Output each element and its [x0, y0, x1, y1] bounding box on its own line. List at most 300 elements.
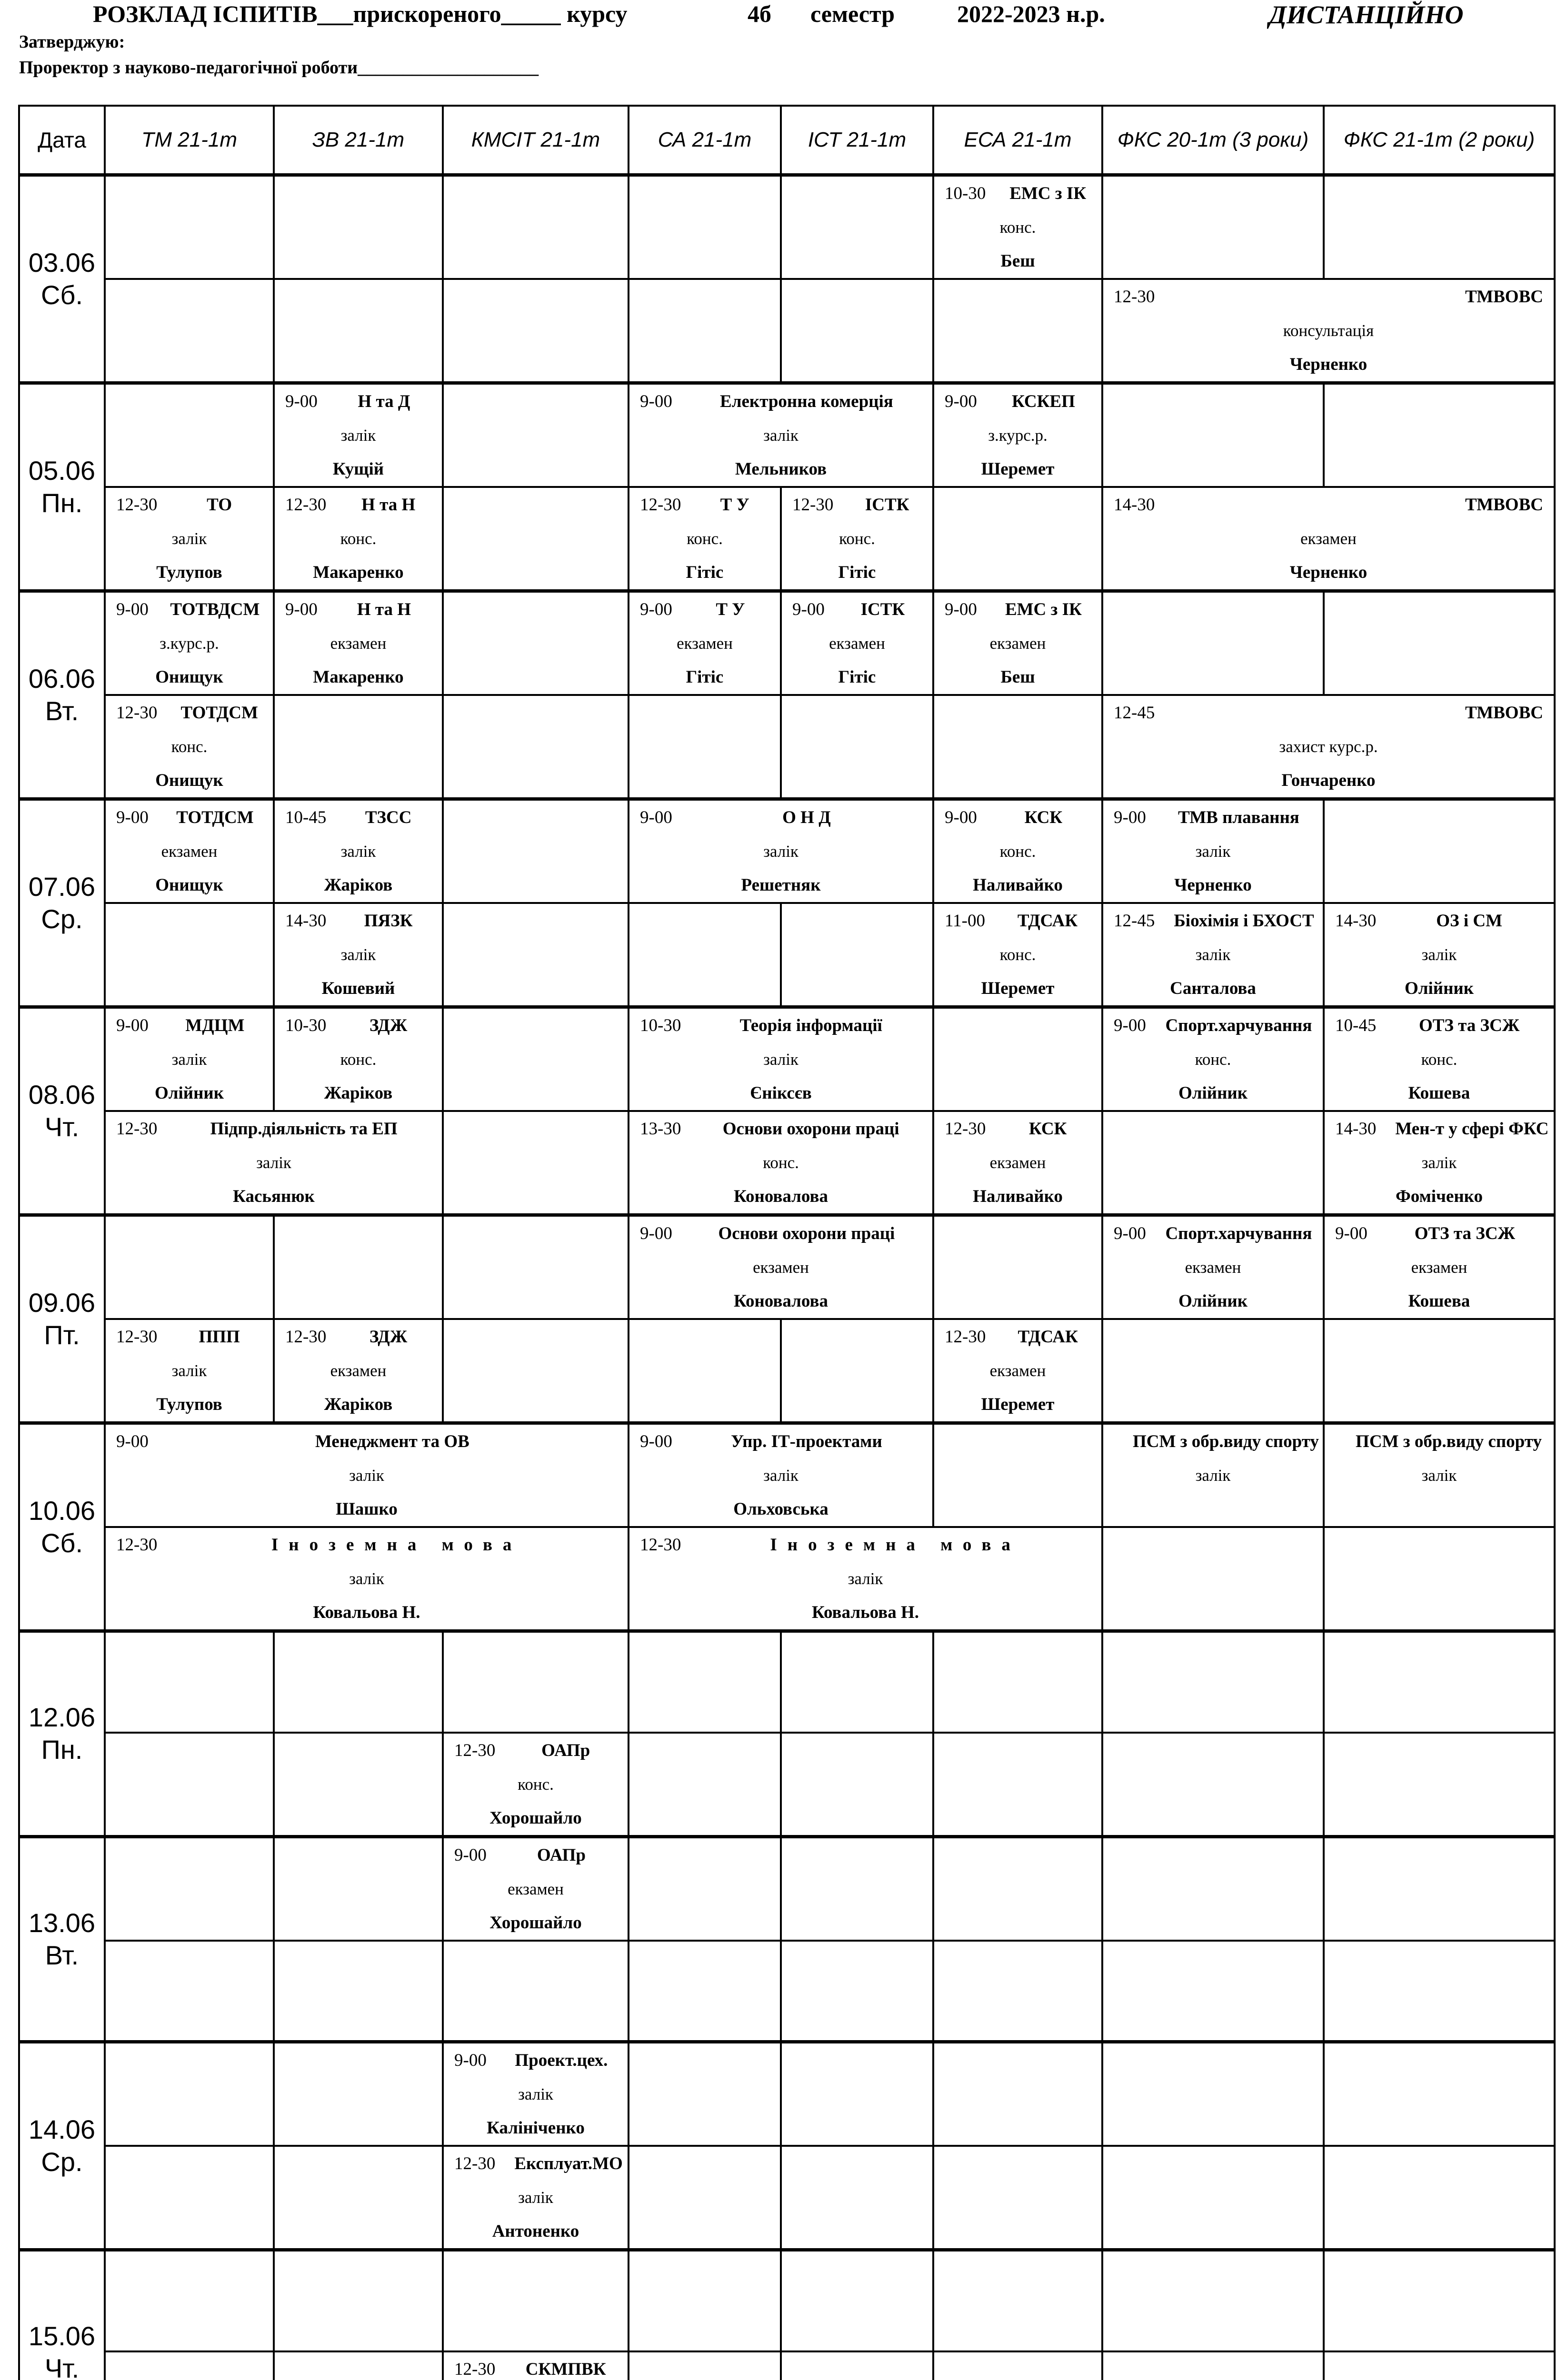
empty-cell — [274, 1733, 443, 1837]
column-header-fks20: ФКС 20-1т (3 роки) — [1102, 106, 1324, 175]
exam-time: 9-00 — [945, 808, 977, 827]
empty-cell — [1324, 799, 1555, 903]
empty-cell — [105, 903, 274, 1007]
exam-entry — [629, 799, 933, 903]
exam-entry — [781, 487, 933, 591]
exam-entry — [933, 903, 1102, 1007]
date-text: Вт. — [45, 696, 79, 726]
exam-type: залік — [340, 842, 376, 861]
exam-type: конс. — [518, 1775, 554, 1794]
empty-cell — [1324, 1733, 1555, 1837]
empty-cell — [933, 1423, 1102, 1527]
exam-teacher — [1103, 1492, 1323, 1526]
empty-cell — [443, 903, 629, 1007]
date-text: Чт. — [44, 1112, 80, 1142]
exam-type: залік — [171, 529, 207, 548]
exam-subject: Іноземна мова — [271, 1535, 522, 1555]
empty-cell — [781, 2250, 933, 2351]
empty-cell — [933, 695, 1102, 799]
exam-subject: Підпр.діяльність та ЕП — [210, 1119, 398, 1139]
date-cell — [19, 1215, 105, 1423]
empty-cell — [629, 175, 781, 279]
exam-time: 10-45 — [285, 808, 327, 827]
exam-subject: КСК — [1028, 1119, 1067, 1139]
exam-teacher: Мельников — [735, 459, 827, 479]
column-header-sa: СА 21-1т — [629, 106, 781, 175]
exam-time: 14-30 — [285, 911, 327, 931]
table-row — [19, 1423, 1555, 1527]
column-header-tm: ТМ 21-1т — [105, 106, 274, 175]
exam-teacher: Онищук — [155, 667, 223, 687]
empty-cell — [1324, 1527, 1555, 1631]
empty-cell — [1102, 383, 1324, 487]
empty-cell — [443, 383, 629, 487]
exam-time: 14-30 — [1114, 495, 1155, 515]
exam-type: залік — [763, 1050, 798, 1069]
empty-cell — [781, 279, 933, 383]
exam-time: 10-45 — [1335, 1016, 1377, 1035]
exam-entry — [274, 903, 443, 1007]
exam-subject: ПСМ з обр.виду спорту — [1356, 1432, 1542, 1451]
exam-teacher: Черненко — [1174, 875, 1252, 895]
empty-cell — [105, 1941, 274, 2042]
exam-teacher: Кошевий — [321, 979, 395, 998]
exam-type: залік — [1195, 945, 1231, 964]
empty-cell — [629, 2042, 781, 2146]
exam-time: 9-00 — [945, 392, 977, 411]
exam-entry — [443, 2351, 629, 2380]
exam-time: 9-00 — [640, 392, 672, 411]
date-text: 05.06 — [28, 456, 96, 486]
exam-time: 11-00 — [945, 911, 985, 931]
table-row — [19, 175, 1555, 279]
exam-entry — [1324, 1215, 1555, 1319]
exam-type: консультація — [1283, 321, 1374, 340]
exam-subject: ТЗСС — [365, 808, 412, 827]
exam-type: залік — [1421, 945, 1457, 964]
exam-teacher: Ольховська — [733, 1499, 828, 1519]
exam-subject: ПЯЗК — [364, 911, 413, 931]
header-row — [19, 106, 1555, 175]
exam-entry — [1324, 1423, 1555, 1527]
empty-cell — [1102, 1319, 1324, 1423]
exam-time: 12-30 — [945, 1327, 986, 1347]
exam-entry — [629, 1007, 933, 1111]
empty-cell — [1102, 1527, 1324, 1631]
exam-teacher: Гітіс — [838, 563, 876, 582]
exam-time: 14-30 — [1335, 911, 1377, 931]
table-row — [19, 1215, 1555, 1319]
exam-entry — [274, 1007, 443, 1111]
exam-teacher: Макаренко — [313, 667, 404, 687]
exam-entry — [933, 383, 1102, 487]
empty-cell — [274, 1836, 443, 1941]
exam-entry — [1102, 1007, 1324, 1111]
exam-type: залік — [848, 1569, 883, 1588]
exam-entry — [781, 591, 933, 695]
exam-teacher: Жаріков — [324, 875, 393, 895]
empty-cell — [274, 279, 443, 383]
empty-cell — [781, 1733, 933, 1837]
exam-type: конс. — [687, 529, 723, 548]
date-text: 07.06 — [28, 872, 96, 902]
semester-label: семестр — [810, 0, 895, 27]
table-row — [19, 383, 1555, 487]
exam-teacher: Кошева — [1408, 1291, 1470, 1311]
date-cell — [19, 1631, 105, 1837]
empty-cell — [1324, 175, 1555, 279]
exam-teacher: Хорошайло — [489, 1913, 582, 1933]
exam-subject: ТДСАК — [1018, 1327, 1078, 1347]
exam-time: 12-30 — [116, 1119, 158, 1139]
exam-time: 9-00 — [116, 1432, 149, 1451]
date-cell — [19, 591, 105, 799]
exam-type: екзамен — [989, 634, 1046, 653]
date-cell — [19, 2042, 105, 2250]
exam-type: залік — [349, 1569, 384, 1588]
exam-type: конс. — [999, 842, 1036, 861]
exam-teacher: Ковальова Н. — [811, 1603, 919, 1622]
exam-time: 9-00 — [454, 1845, 487, 1865]
exam-time: 9-00 — [1114, 1016, 1146, 1035]
empty-cell — [781, 2351, 933, 2380]
exam-subject: Н та Н — [361, 495, 416, 515]
empty-cell — [443, 695, 629, 799]
date-text: Пн. — [41, 1735, 83, 1765]
exam-type: залік — [340, 945, 376, 964]
exam-entry — [105, 799, 274, 903]
exam-time: 9-00 — [640, 600, 672, 619]
exam-subject: МДЦМ — [185, 1016, 245, 1035]
empty-cell — [933, 1836, 1102, 1941]
table-row — [19, 1007, 1555, 1111]
exam-teacher: Санталова — [1170, 979, 1256, 998]
exam-time: 12-30 — [454, 1740, 496, 1760]
date-text: 09.06 — [28, 1288, 96, 1318]
exam-subject: Менеджмент та ОВ — [315, 1432, 469, 1451]
empty-cell — [933, 2351, 1102, 2380]
exam-teacher: Шеремет — [981, 1395, 1055, 1414]
empty-cell — [1324, 591, 1555, 695]
table-row — [19, 799, 1555, 903]
exam-subject: ЗДЖ — [369, 1327, 408, 1347]
empty-cell — [105, 1215, 274, 1319]
date-cell — [19, 383, 105, 591]
empty-cell — [933, 1007, 1102, 1111]
exam-entry — [105, 487, 274, 591]
exam-time: 12-30 — [945, 1119, 986, 1139]
exam-type: екзамен — [753, 1258, 809, 1277]
exam-time: 12-30 — [640, 1535, 681, 1555]
exam-subject: Упр. ІТ-проектами — [731, 1432, 882, 1451]
empty-cell — [781, 2146, 933, 2250]
table-row — [19, 1836, 1555, 1941]
exam-type: екзамен — [1300, 529, 1357, 548]
exam-subject: Електронна комерція — [720, 392, 893, 411]
exam-time: 12-30 — [285, 495, 327, 515]
date-text: Вт. — [45, 1940, 79, 1970]
column-header-fks21: ФКС 21-1т (2 роки) — [1324, 106, 1555, 175]
exam-teacher: Беш — [1000, 667, 1035, 687]
empty-cell — [1324, 1631, 1555, 1733]
exam-teacher: Шеремет — [981, 459, 1055, 479]
exam-time: 9-00 — [640, 1224, 672, 1243]
column-header-date: Дата — [19, 106, 105, 175]
empty-cell — [1324, 1319, 1555, 1423]
exam-type: екзамен — [989, 1153, 1046, 1172]
empty-cell — [933, 487, 1102, 591]
course-number: 4б — [748, 0, 771, 27]
empty-cell — [1102, 2351, 1324, 2380]
empty-cell — [1324, 1836, 1555, 1941]
empty-cell — [781, 1631, 933, 1733]
empty-cell — [274, 2042, 443, 2146]
exam-entry — [1102, 1423, 1324, 1527]
exam-subject: ЗДЖ — [369, 1016, 408, 1035]
date-text: Сб. — [40, 280, 83, 310]
exam-type: залік — [171, 1050, 207, 1069]
exam-type: конс. — [999, 945, 1036, 964]
date-text: Ср. — [41, 2147, 83, 2177]
exam-entry — [933, 175, 1102, 279]
exam-teacher: Тулупов — [156, 563, 222, 582]
document-header — [0, 0, 1567, 86]
exam-teacher: Макаренко — [313, 563, 404, 582]
exam-teacher: Решетняк — [741, 875, 821, 895]
empty-cell — [933, 2146, 1102, 2250]
empty-cell — [629, 2250, 781, 2351]
exam-subject: Мен-т у сфері ФКС — [1395, 1119, 1549, 1139]
exam-entry — [629, 1423, 933, 1527]
date-text: Сб. — [40, 1528, 83, 1558]
exam-teacher: Олійник — [1178, 1083, 1248, 1103]
exam-time: 12-30 — [116, 703, 158, 723]
exam-type: залік — [349, 1466, 384, 1485]
exam-entry — [105, 1319, 274, 1423]
empty-cell — [629, 903, 781, 1007]
empty-cell — [629, 279, 781, 383]
empty-cell — [443, 799, 629, 903]
date-text: Ср. — [41, 904, 83, 934]
exam-type: з.курс.р. — [988, 426, 1048, 445]
empty-cell — [443, 1319, 629, 1423]
empty-cell — [781, 1319, 933, 1423]
empty-cell — [105, 2250, 274, 2351]
exam-teacher: Кошева — [1408, 1083, 1470, 1103]
exam-teacher: Онищук — [155, 771, 223, 790]
exam-subject: Спорт.харчування — [1165, 1016, 1312, 1035]
date-text: 13.06 — [28, 1907, 96, 1938]
exam-teacher: Гітіс — [838, 667, 876, 687]
exam-time: 12-30 — [116, 495, 158, 515]
date-text: 03.06 — [28, 248, 96, 278]
exam-entry — [629, 1215, 933, 1319]
exam-entry — [629, 1111, 933, 1215]
column-header-ist: ІСТ 21-1т — [781, 106, 933, 175]
date-text: Пн. — [41, 488, 83, 518]
exam-type: залік — [1195, 1466, 1231, 1485]
exam-teacher: Наливайко — [973, 875, 1063, 895]
exam-entry — [1324, 1007, 1555, 1111]
exam-entry — [1102, 1215, 1324, 1319]
exam-type: екзамен — [677, 634, 733, 653]
empty-cell — [629, 2351, 781, 2380]
exam-time: 9-00 — [945, 600, 977, 619]
empty-cell — [105, 1631, 274, 1733]
exam-subject: ЕМС з ІК — [1009, 184, 1087, 203]
exam-subject: ОТЗ та ЗСЖ — [1418, 1016, 1520, 1035]
empty-cell — [1324, 2250, 1555, 2351]
exam-type: залік — [256, 1153, 291, 1172]
exam-entry — [105, 1527, 629, 1631]
exam-subject: Основи охорони праці — [718, 1224, 895, 1243]
exam-time: 12-30 — [1114, 287, 1155, 307]
empty-cell — [629, 1631, 781, 1733]
exam-subject: ТМВ плавання — [1178, 808, 1299, 827]
exam-teacher: Онищук — [155, 875, 223, 895]
exam-entry — [1102, 903, 1324, 1007]
exam-teacher: Беш — [1000, 251, 1035, 271]
table-row — [19, 279, 1555, 383]
empty-cell — [933, 1631, 1102, 1733]
exam-subject: ТО — [207, 495, 232, 515]
exam-time: 12-30 — [454, 2359, 496, 2379]
exam-subject: ПСМ з обр.виду спорту — [1133, 1432, 1319, 1451]
exam-entry — [629, 383, 933, 487]
empty-cell — [443, 1215, 629, 1319]
exam-entry — [1324, 903, 1555, 1007]
empty-cell — [933, 279, 1102, 383]
empty-cell — [1324, 1941, 1555, 2042]
exam-time: 12-30 — [285, 1327, 327, 1347]
exam-entry — [629, 591, 781, 695]
empty-cell — [105, 1733, 274, 1837]
table-row — [19, 2250, 1555, 2351]
exam-entry — [933, 591, 1102, 695]
exam-subject: ОТЗ та ЗСЖ — [1414, 1224, 1516, 1243]
date-cell — [19, 2250, 105, 2380]
exam-entry — [105, 1423, 629, 1527]
exam-entry — [274, 487, 443, 591]
exam-time: 9-00 — [640, 1432, 672, 1451]
table-row — [19, 2146, 1555, 2250]
empty-cell — [1324, 2042, 1555, 2146]
exam-entry — [933, 1111, 1102, 1215]
date-cell — [19, 799, 105, 1007]
exam-entry — [443, 1733, 629, 1837]
exam-subject: ІСТК — [860, 600, 905, 619]
table-row — [19, 1111, 1555, 1215]
exam-type: екзамен — [161, 842, 218, 861]
empty-cell — [443, 2250, 629, 2351]
exam-subject: Спорт.харчування — [1165, 1224, 1312, 1243]
empty-cell — [781, 175, 933, 279]
exam-entry — [933, 1319, 1102, 1423]
exam-time: 9-00 — [1114, 808, 1146, 827]
column-header-zv: ЗВ 21-1т — [274, 106, 443, 175]
empty-cell — [781, 1941, 933, 2042]
empty-cell — [781, 903, 933, 1007]
exam-type: захист курс.р. — [1279, 737, 1378, 756]
exam-type: конс. — [340, 529, 377, 548]
exam-subject: ОЗ і СМ — [1436, 911, 1503, 931]
empty-cell — [629, 1319, 781, 1423]
exam-time: 10-30 — [945, 184, 986, 203]
exam-teacher: Черненко — [1289, 563, 1367, 582]
exam-teacher: Гончаренко — [1281, 771, 1376, 790]
table-row — [19, 2351, 1555, 2380]
exam-teacher: Фоміченко — [1396, 1187, 1483, 1206]
exam-time: 9-00 — [116, 808, 149, 827]
empty-cell — [1102, 1941, 1324, 2042]
exam-entry — [274, 591, 443, 695]
exam-time: 9-00 — [1114, 1224, 1146, 1243]
exam-type: конс. — [1421, 1050, 1457, 1069]
date-text: 08.06 — [28, 1080, 96, 1110]
empty-cell — [443, 279, 629, 383]
exam-entry — [105, 591, 274, 695]
exam-type: екзамен — [508, 1879, 564, 1898]
column-header-kmsit: КМСІТ 21-1т — [443, 106, 629, 175]
empty-cell — [1102, 2042, 1324, 2146]
empty-cell — [443, 591, 629, 695]
exam-subject: КСКЕП — [1011, 392, 1075, 411]
exam-subject: ЕМС з ІК — [1005, 600, 1082, 619]
exam-teacher: Олійник — [1178, 1291, 1248, 1311]
exam-type: конс. — [999, 218, 1036, 237]
exam-type: конс. — [839, 529, 875, 548]
empty-cell — [274, 2146, 443, 2250]
empty-cell — [1324, 2146, 1555, 2250]
exam-type: екзамен — [989, 1361, 1046, 1380]
exam-time: 12-30 — [640, 495, 681, 515]
exam-entry — [1102, 695, 1555, 799]
exam-subject: ІСТК — [865, 495, 909, 515]
exam-time: 9-00 — [454, 2051, 487, 2070]
exam-type: залік — [171, 1361, 207, 1380]
exam-entry — [1102, 279, 1555, 383]
date-cell — [19, 1423, 105, 1631]
empty-cell — [629, 1836, 781, 1941]
exam-time: 9-00 — [640, 808, 672, 827]
empty-cell — [274, 695, 443, 799]
exam-subject: О Н Д — [782, 808, 831, 827]
exam-teacher: Касьянюк — [233, 1187, 315, 1206]
exam-entry — [105, 1111, 443, 1215]
exam-subject: ТОТВДСМ — [170, 600, 260, 619]
exam-type: залік — [1195, 842, 1231, 861]
exam-teacher: Тулупов — [156, 1395, 222, 1414]
exam-teacher: Ковальова Н. — [313, 1603, 420, 1622]
table-row — [19, 591, 1555, 695]
exam-time: 9-00 — [116, 1016, 149, 1035]
date-cell — [19, 1836, 105, 2042]
exam-time: 12-30 — [454, 2154, 496, 2173]
empty-cell — [443, 1111, 629, 1215]
exam-time: 9-00 — [116, 600, 149, 619]
table-row — [19, 1941, 1555, 2042]
exam-teacher: Наливайко — [973, 1187, 1063, 1206]
exam-type: залік — [518, 2188, 553, 2207]
exam-subject: ТМВОВС — [1465, 703, 1543, 723]
exam-time: 10-30 — [640, 1016, 681, 1035]
empty-cell — [933, 2042, 1102, 2146]
exam-teacher — [1325, 1492, 1554, 1526]
exam-teacher: Гітіс — [686, 563, 724, 582]
exam-type: екзамен — [829, 634, 885, 653]
exam-entry — [443, 2146, 629, 2250]
exam-time: 9-00 — [792, 600, 825, 619]
